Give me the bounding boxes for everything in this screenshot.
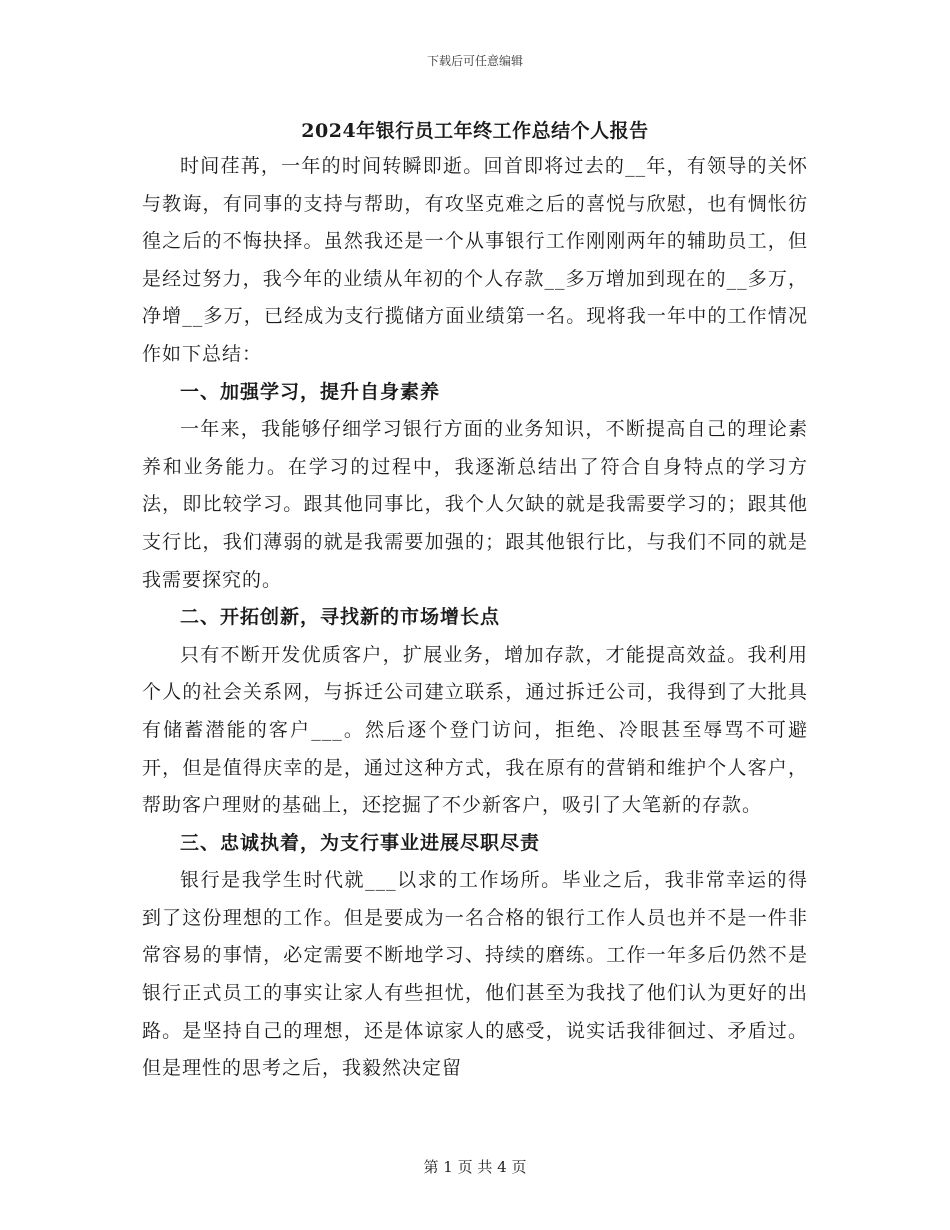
document-body: [142, 148, 808, 1088]
intro-paragraph: 时间荏苒，一年的时间转瞬即逝。回首即将过去的__年，有领导的关怀与教诲，有同事的支持与帮助，有攻坚克难之后的喜悦与欣慰，也有惆怅彷徨之后的不悔抉择。虽然我还是一个从事银行工作刚刚两年的辅助员工，但是经过努力，我今年的业绩从年初的个人存款__多万增加到现在的__多万，净增__多万，已经成为支行揽储方面业绩第一名。现将我一年中的工作情况作如下总结：: [142, 155, 808, 365]
section-heading-3: 三、忠诚执着，为支行事业进展尽职尽责: [180, 831, 541, 854]
section-paragraph-3: 银行是我学生时代就___以求的工作场所。毕业之后，我非常幸运的得到了这份理想的工作。但是要成为一名合格的银行工作人员也并不是一件非常容易的事情，必定需要不断地学习、持续的磨练。工作一年多后仍然不是银行正式员工的事实让家人有些担忧，他们甚至为我找了他们认为更好的出路。是坚持自己的理想，还是体谅家人的感受，说实话我徘徊过、矛盾过。但是理性的思考之后，我毅然决定留: [142, 869, 808, 1080]
page-number: 第 1 页 共 4 页: [423, 1158, 527, 1176]
document-title: 2024年银行员工年终工作总结个人报告: [301, 120, 649, 142]
section-paragraph-1: 一年来，我能够仔细学习银行方面的业务知识，不断提高自己的理论素养和业务能力。在学习的过程中，我逐渐总结出了符合自身特点的学习方法，即比较学习。跟其他同事比，我个人欠缺的就是我需要学习的；跟其他支行比，我们薄弱的就是我需要加强的；跟其他银行比，与我们不同的就是我需要探究的。: [142, 418, 808, 591]
section-paragraph-2: 只有不断开发优质客户，扩展业务，增加存款，才能提高效益。我利用个人的社会关系网，与拆迁公司建立联系，通过拆迁公司，我得到了大批具有储蓄潜能的客户___。然后逐个登门访问，拒绝、冷眼甚至辱骂不可避开，但是值得庆幸的是，通过这种方式，我在原有的营销和维护个人客户，帮助客户理财的基础上，还挖掘了不少新客户，吸引了大笔新的存款。: [142, 643, 808, 817]
section-heading-1: 一、加强学习，提升自身素养: [180, 380, 441, 403]
section-heading-2: 二、开拓创新，寻找新的市场增长点: [180, 606, 501, 629]
page-header-note: 下载后可任意编辑: [426, 54, 523, 68]
